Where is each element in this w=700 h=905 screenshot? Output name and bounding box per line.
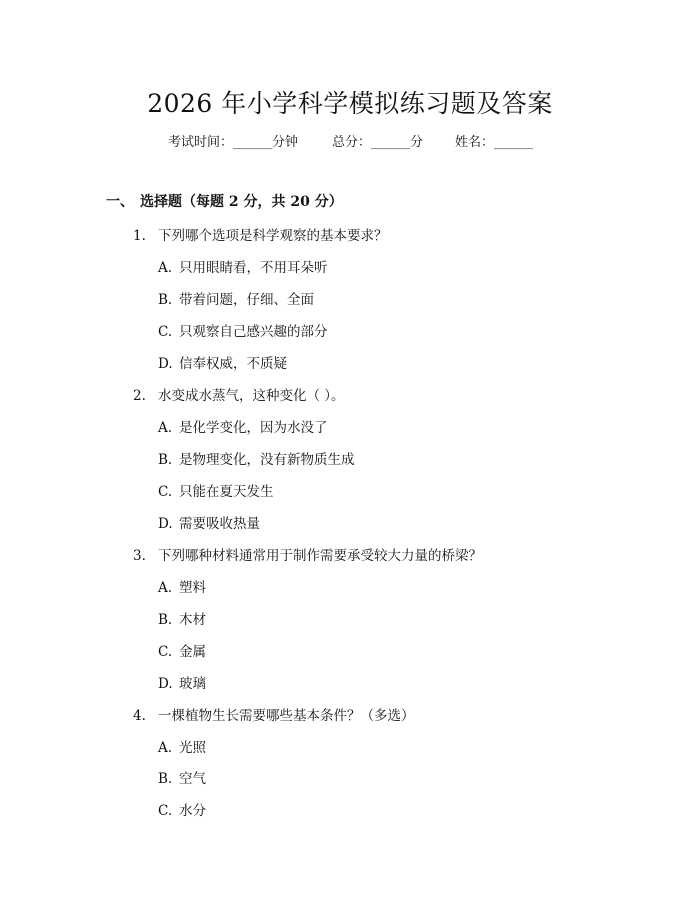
option-letter: D. — [158, 516, 173, 532]
option-text: 金属 — [179, 644, 206, 660]
question-1 — [133, 224, 388, 244]
total-score-field: 总分：______分 — [332, 135, 424, 150]
option-letter: D. — [158, 356, 173, 372]
question-1-option-d — [158, 352, 287, 372]
question-text: 水变成水蒸气，这种变化（ ）。 — [158, 388, 345, 404]
question-2-option-c — [158, 480, 274, 500]
option-letter: A. — [158, 580, 173, 596]
question-1-option-b — [158, 288, 314, 308]
exam-meta-line — [168, 131, 533, 150]
student-name-field: 姓名：______ — [455, 135, 534, 150]
option-text: 只能在夏天发生 — [179, 484, 274, 500]
option-text: 玻璃 — [179, 676, 206, 692]
option-text: 是物理变化，没有新物质生成 — [179, 452, 355, 468]
option-letter: C. — [158, 644, 173, 660]
question-text: 一棵植物生长需要哪些基本条件？（多选） — [158, 708, 415, 724]
option-text: 只用眼睛看，不用耳朵听 — [179, 260, 328, 276]
question-number: 3. — [133, 548, 146, 564]
question-text: 下列哪个选项是科学观察的基本要求？ — [158, 228, 388, 244]
option-letter: A. — [158, 740, 173, 756]
option-letter: B. — [158, 452, 173, 468]
section-number: 一、 — [106, 194, 134, 210]
option-text: 带着问题，仔细、全面 — [179, 292, 314, 308]
option-text: 水分 — [179, 803, 206, 819]
question-3-option-c — [158, 640, 206, 660]
question-2-option-a — [158, 416, 328, 436]
question-3-option-d — [158, 672, 206, 692]
option-text: 是化学变化，因为水没了 — [179, 420, 328, 436]
option-text: 木材 — [179, 612, 206, 628]
question-4-option-c — [158, 799, 206, 819]
question-number: 2. — [133, 388, 146, 404]
section-title: 选择题（每题 2 分，共 20 分） — [140, 194, 343, 210]
option-letter: C. — [158, 324, 173, 340]
question-2-option-b — [158, 448, 355, 468]
question-3-option-a — [158, 576, 206, 596]
section-heading — [106, 191, 343, 211]
question-1-option-a — [158, 256, 328, 276]
option-text: 光照 — [179, 740, 206, 756]
option-text: 空气 — [179, 771, 206, 787]
option-text: 塑料 — [179, 580, 206, 596]
page-title: 2026 年小学科学模拟练习题及答案 — [147, 89, 553, 118]
option-letter: A. — [158, 260, 173, 276]
option-text: 需要吸收热量 — [179, 516, 260, 532]
question-2-option-d — [158, 512, 260, 532]
question-4-option-a — [158, 736, 206, 756]
question-text: 下列哪种材料通常用于制作需要承受较大力量的桥梁？ — [158, 548, 482, 564]
option-letter: C. — [158, 803, 173, 819]
question-4-option-b — [158, 767, 206, 787]
question-1-option-c — [158, 320, 328, 340]
option-text: 信奉权威，不质疑 — [179, 356, 287, 372]
question-3 — [133, 544, 482, 564]
option-letter: A. — [158, 420, 173, 436]
question-4 — [133, 704, 415, 724]
option-letter: B. — [158, 612, 173, 628]
option-letter: B. — [158, 292, 173, 308]
option-letter: D. — [158, 676, 173, 692]
question-number: 4. — [133, 708, 146, 724]
exam-time-field: 考试时间：______分钟 — [168, 135, 299, 150]
option-letter: B. — [158, 771, 173, 787]
option-letter: C. — [158, 484, 173, 500]
option-text: 只观察自己感兴趣的部分 — [179, 324, 328, 340]
question-3-option-b — [158, 608, 206, 628]
question-2 — [133, 384, 345, 404]
question-number: 1. — [133, 228, 146, 244]
